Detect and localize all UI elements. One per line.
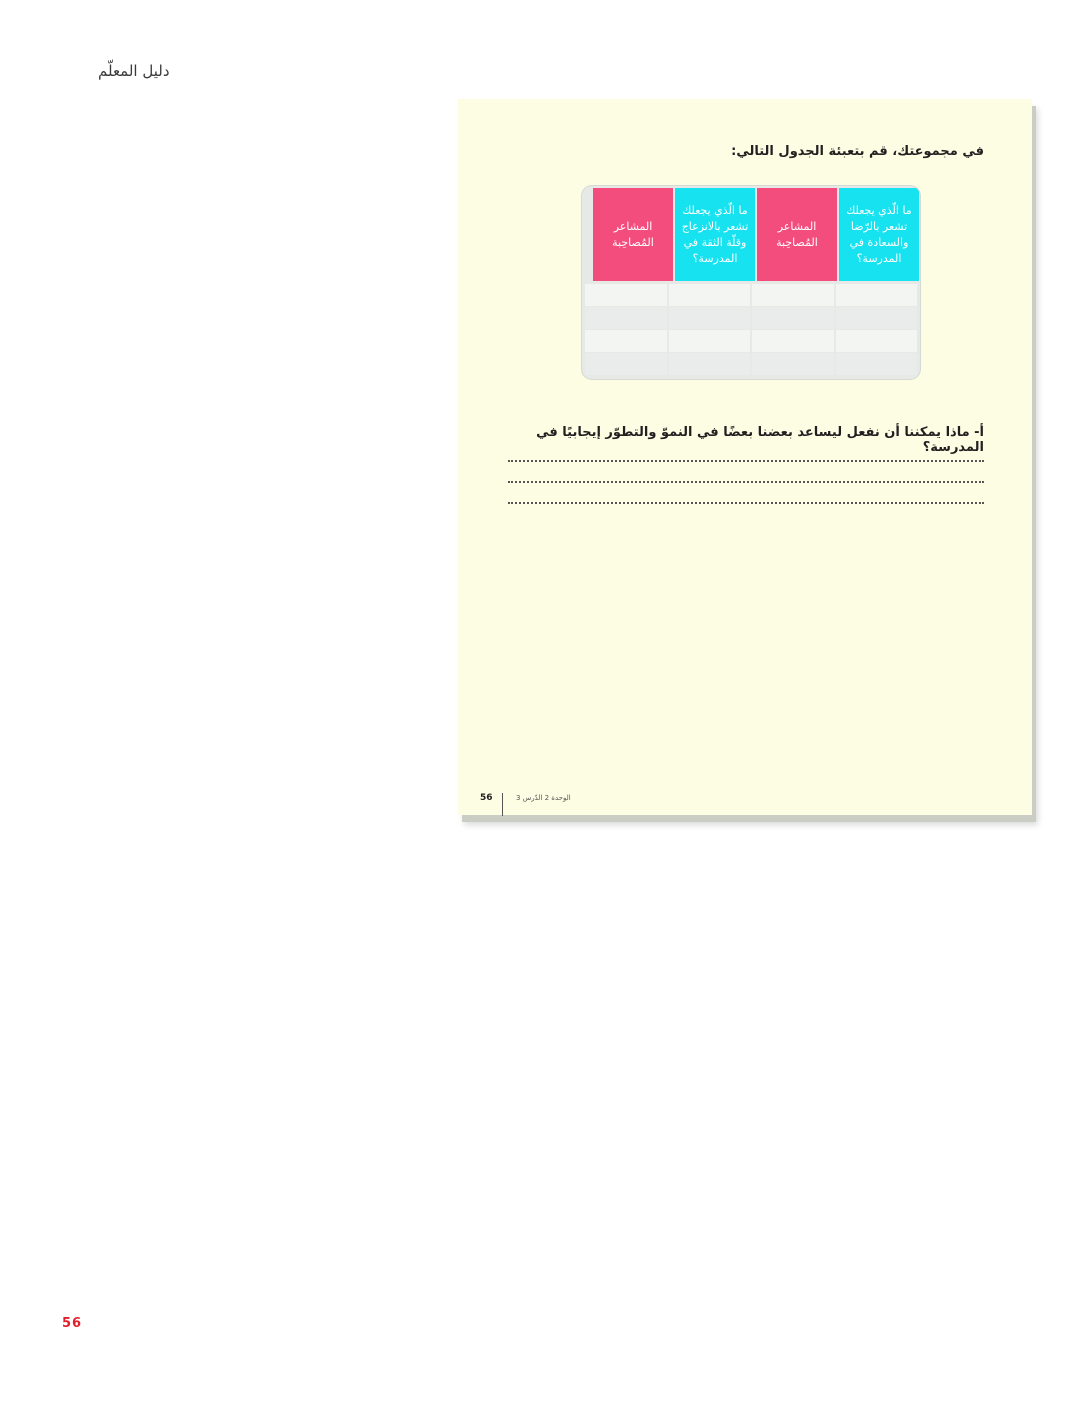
table-cell[interactable]: [585, 330, 667, 352]
question-text: أ- ماذا يمكننا أن نفعل ليساعد بعضنا بعضًا في النموّ والتطوّر إيجابيًا في المدرسة؟: [536, 425, 984, 455]
table-cell[interactable]: [669, 353, 751, 375]
teacher-guide-title: دليل المعلّم: [98, 62, 170, 80]
table-header-feelings-1: المشاعر المُصاحِبة: [757, 188, 837, 281]
student-page: [458, 99, 1032, 815]
table-header-discomfort: ما الّذي يجعلك تشعر بالانزعاج وقلّة الثقة في المدرسة؟: [675, 188, 755, 281]
table-cell[interactable]: [752, 330, 834, 352]
table-cell[interactable]: [836, 284, 918, 306]
table-cell[interactable]: [836, 330, 918, 352]
table-cell[interactable]: [585, 284, 667, 306]
table-cell[interactable]: [836, 353, 918, 375]
table-header-feelings-2: المشاعر المُصاحِبة: [593, 188, 673, 281]
table-row: [584, 353, 918, 375]
table-cell[interactable]: [669, 284, 751, 306]
table-cell[interactable]: [585, 307, 667, 329]
footer-divider: [502, 793, 503, 816]
answer-line[interactable]: [508, 502, 984, 504]
table-row: [584, 307, 918, 329]
table-cell[interactable]: [585, 353, 667, 375]
answer-line[interactable]: [508, 481, 984, 483]
table-cell[interactable]: [752, 307, 834, 329]
feelings-table: [582, 186, 920, 379]
table-cell[interactable]: [669, 307, 751, 329]
unit-lesson-label: الوحدة 2 الدّرس 3: [516, 794, 571, 802]
table-row: [584, 330, 918, 352]
table-cell[interactable]: [836, 307, 918, 329]
table-header-satisfaction: ما الّذي يجعلك تشعر بالرّضا والسعادة في المدرسة؟: [839, 188, 919, 281]
table-header-row: [582, 186, 920, 283]
table-cell[interactable]: [669, 330, 751, 352]
answer-line[interactable]: [508, 460, 984, 462]
instruction-text: في مجموعتك، قم بتعبئة الجدول التالي:: [731, 144, 984, 159]
guide-page-number: 56: [62, 1316, 83, 1331]
table-cell[interactable]: [752, 353, 834, 375]
table-body: [582, 283, 920, 375]
table-cell[interactable]: [752, 284, 834, 306]
student-page-number: 56: [480, 793, 493, 803]
table-row: [584, 284, 918, 306]
